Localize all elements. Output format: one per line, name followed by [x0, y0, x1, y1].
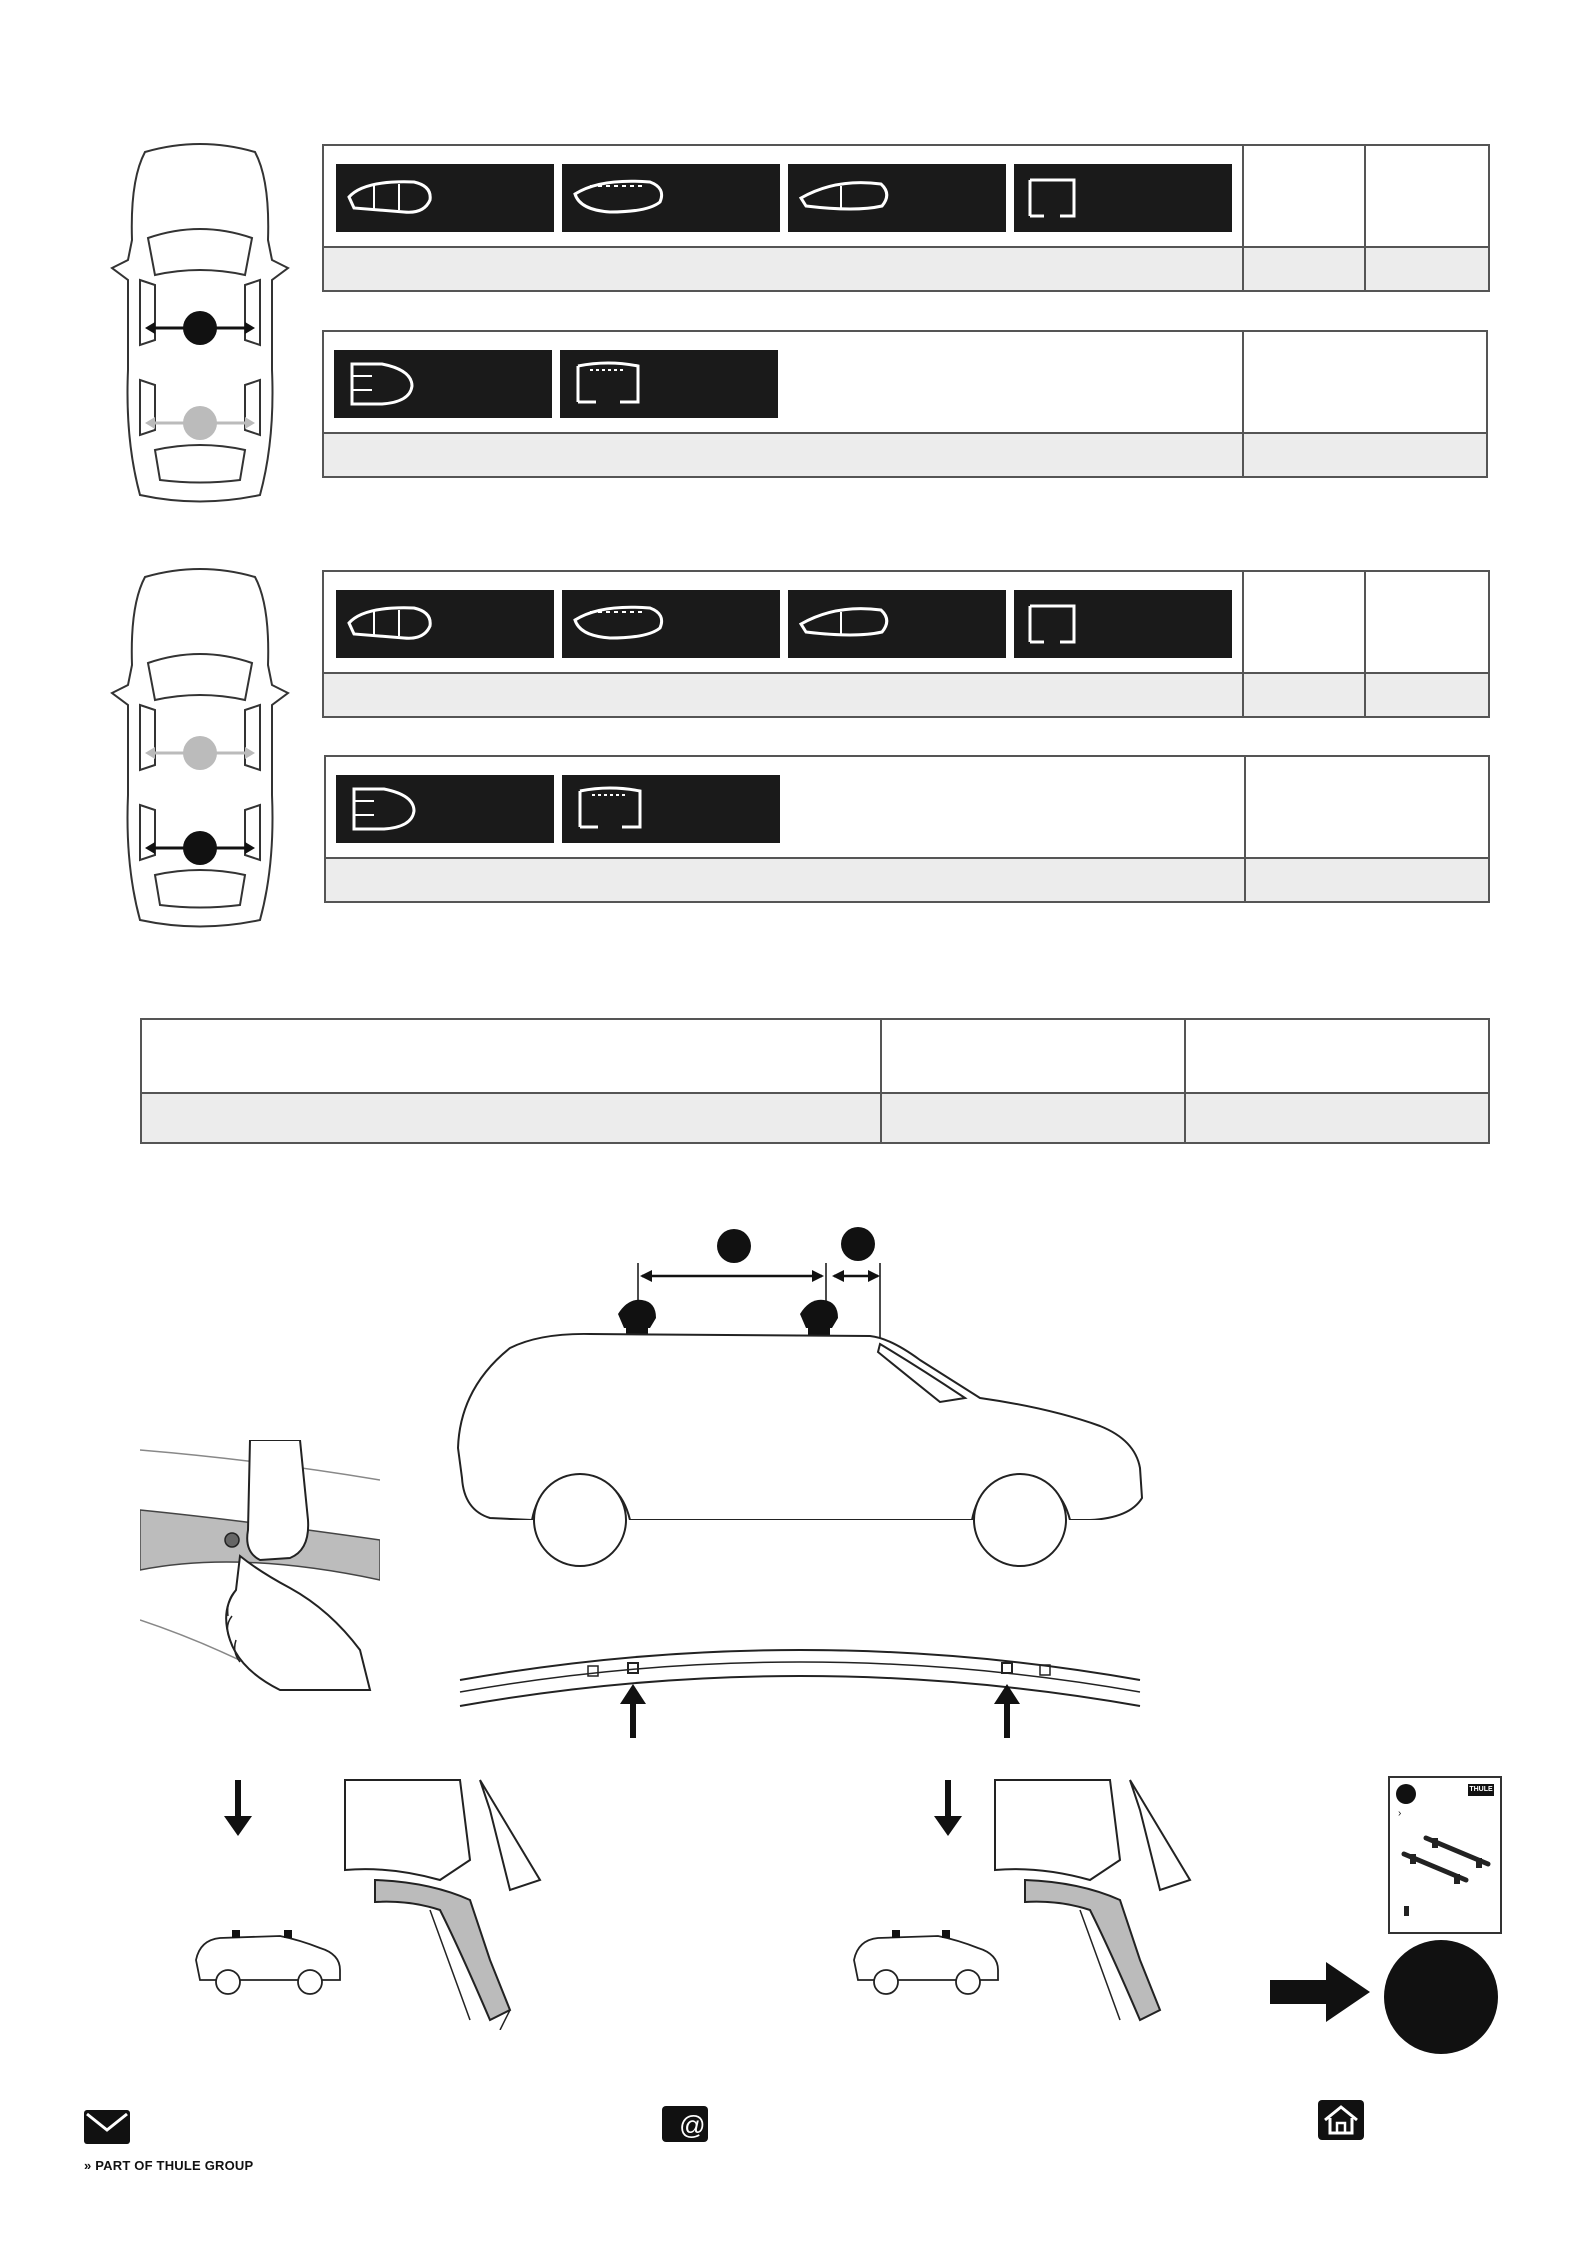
next-step-marker — [1384, 1940, 1498, 2054]
table-gray-row — [326, 857, 1488, 901]
bar-profile-table-front-1 — [322, 144, 1490, 292]
square-bar-profile — [1014, 164, 1232, 232]
mini-manual-step-dot — [1396, 1784, 1416, 1804]
slide-bar-profile — [334, 350, 552, 418]
wing-bar-edge-profile — [788, 164, 1006, 232]
brand-line-text: PART OF THULE GROUP — [95, 2158, 254, 2173]
pro-bar-profile — [560, 350, 778, 418]
car-top-view-rear — [100, 565, 300, 935]
foot-install-rear-diagram — [850, 1770, 1210, 2030]
mini-manual-chevron-icon: › — [1398, 1808, 1402, 1819]
bar-profile-table-rear-1 — [322, 570, 1490, 718]
table-gray-row — [324, 672, 1488, 716]
email-at-icon — [662, 2106, 708, 2142]
car-top-view-front — [100, 140, 300, 510]
table-gray-row — [324, 246, 1488, 290]
foot-front-icon — [618, 1300, 656, 1328]
roof-rail-fixpoints — [450, 1630, 1150, 1740]
aero-bar-profile — [336, 164, 554, 232]
arrow-down-icon — [224, 1816, 252, 1836]
table-gray-row — [142, 1092, 1488, 1142]
summary-table — [140, 1018, 1490, 1144]
table-gray-row — [324, 432, 1486, 476]
mini-manual-thumbnail — [1388, 1776, 1502, 1934]
pro-bar-profile — [562, 775, 780, 843]
bar-profile-table-rear-2 — [324, 755, 1490, 903]
wing-bar-profile — [562, 590, 780, 658]
mini-manual-logo: THULE — [1468, 1784, 1494, 1796]
next-step-arrow-icon — [1270, 1962, 1370, 2022]
home-icon — [1318, 2100, 1364, 2140]
car-side-view-diagram — [450, 1218, 1180, 1598]
bar-profile-table-front-2 — [322, 330, 1488, 478]
square-bar-profile — [1014, 590, 1232, 658]
foot-rear-icon — [800, 1300, 838, 1328]
wing-bar-profile — [562, 164, 780, 232]
measurement-b-marker — [841, 1227, 875, 1261]
wing-bar-edge-profile — [788, 590, 1006, 658]
aero-bar-profile — [336, 590, 554, 658]
thule-group-line — [84, 2158, 253, 2173]
measurement-a-marker — [717, 1229, 751, 1263]
slide-bar-profile — [336, 775, 554, 843]
svg-text:@: @ — [678, 2110, 706, 2140]
arrow-up-icon — [620, 1684, 646, 1704]
foot-install-front-diagram — [190, 1770, 550, 2030]
arrow-down-icon — [934, 1816, 962, 1836]
hand-fixpoint-closeup — [140, 1440, 380, 1700]
mail-icon — [84, 2110, 130, 2144]
double-chevron-icon: » — [84, 2158, 92, 2173]
